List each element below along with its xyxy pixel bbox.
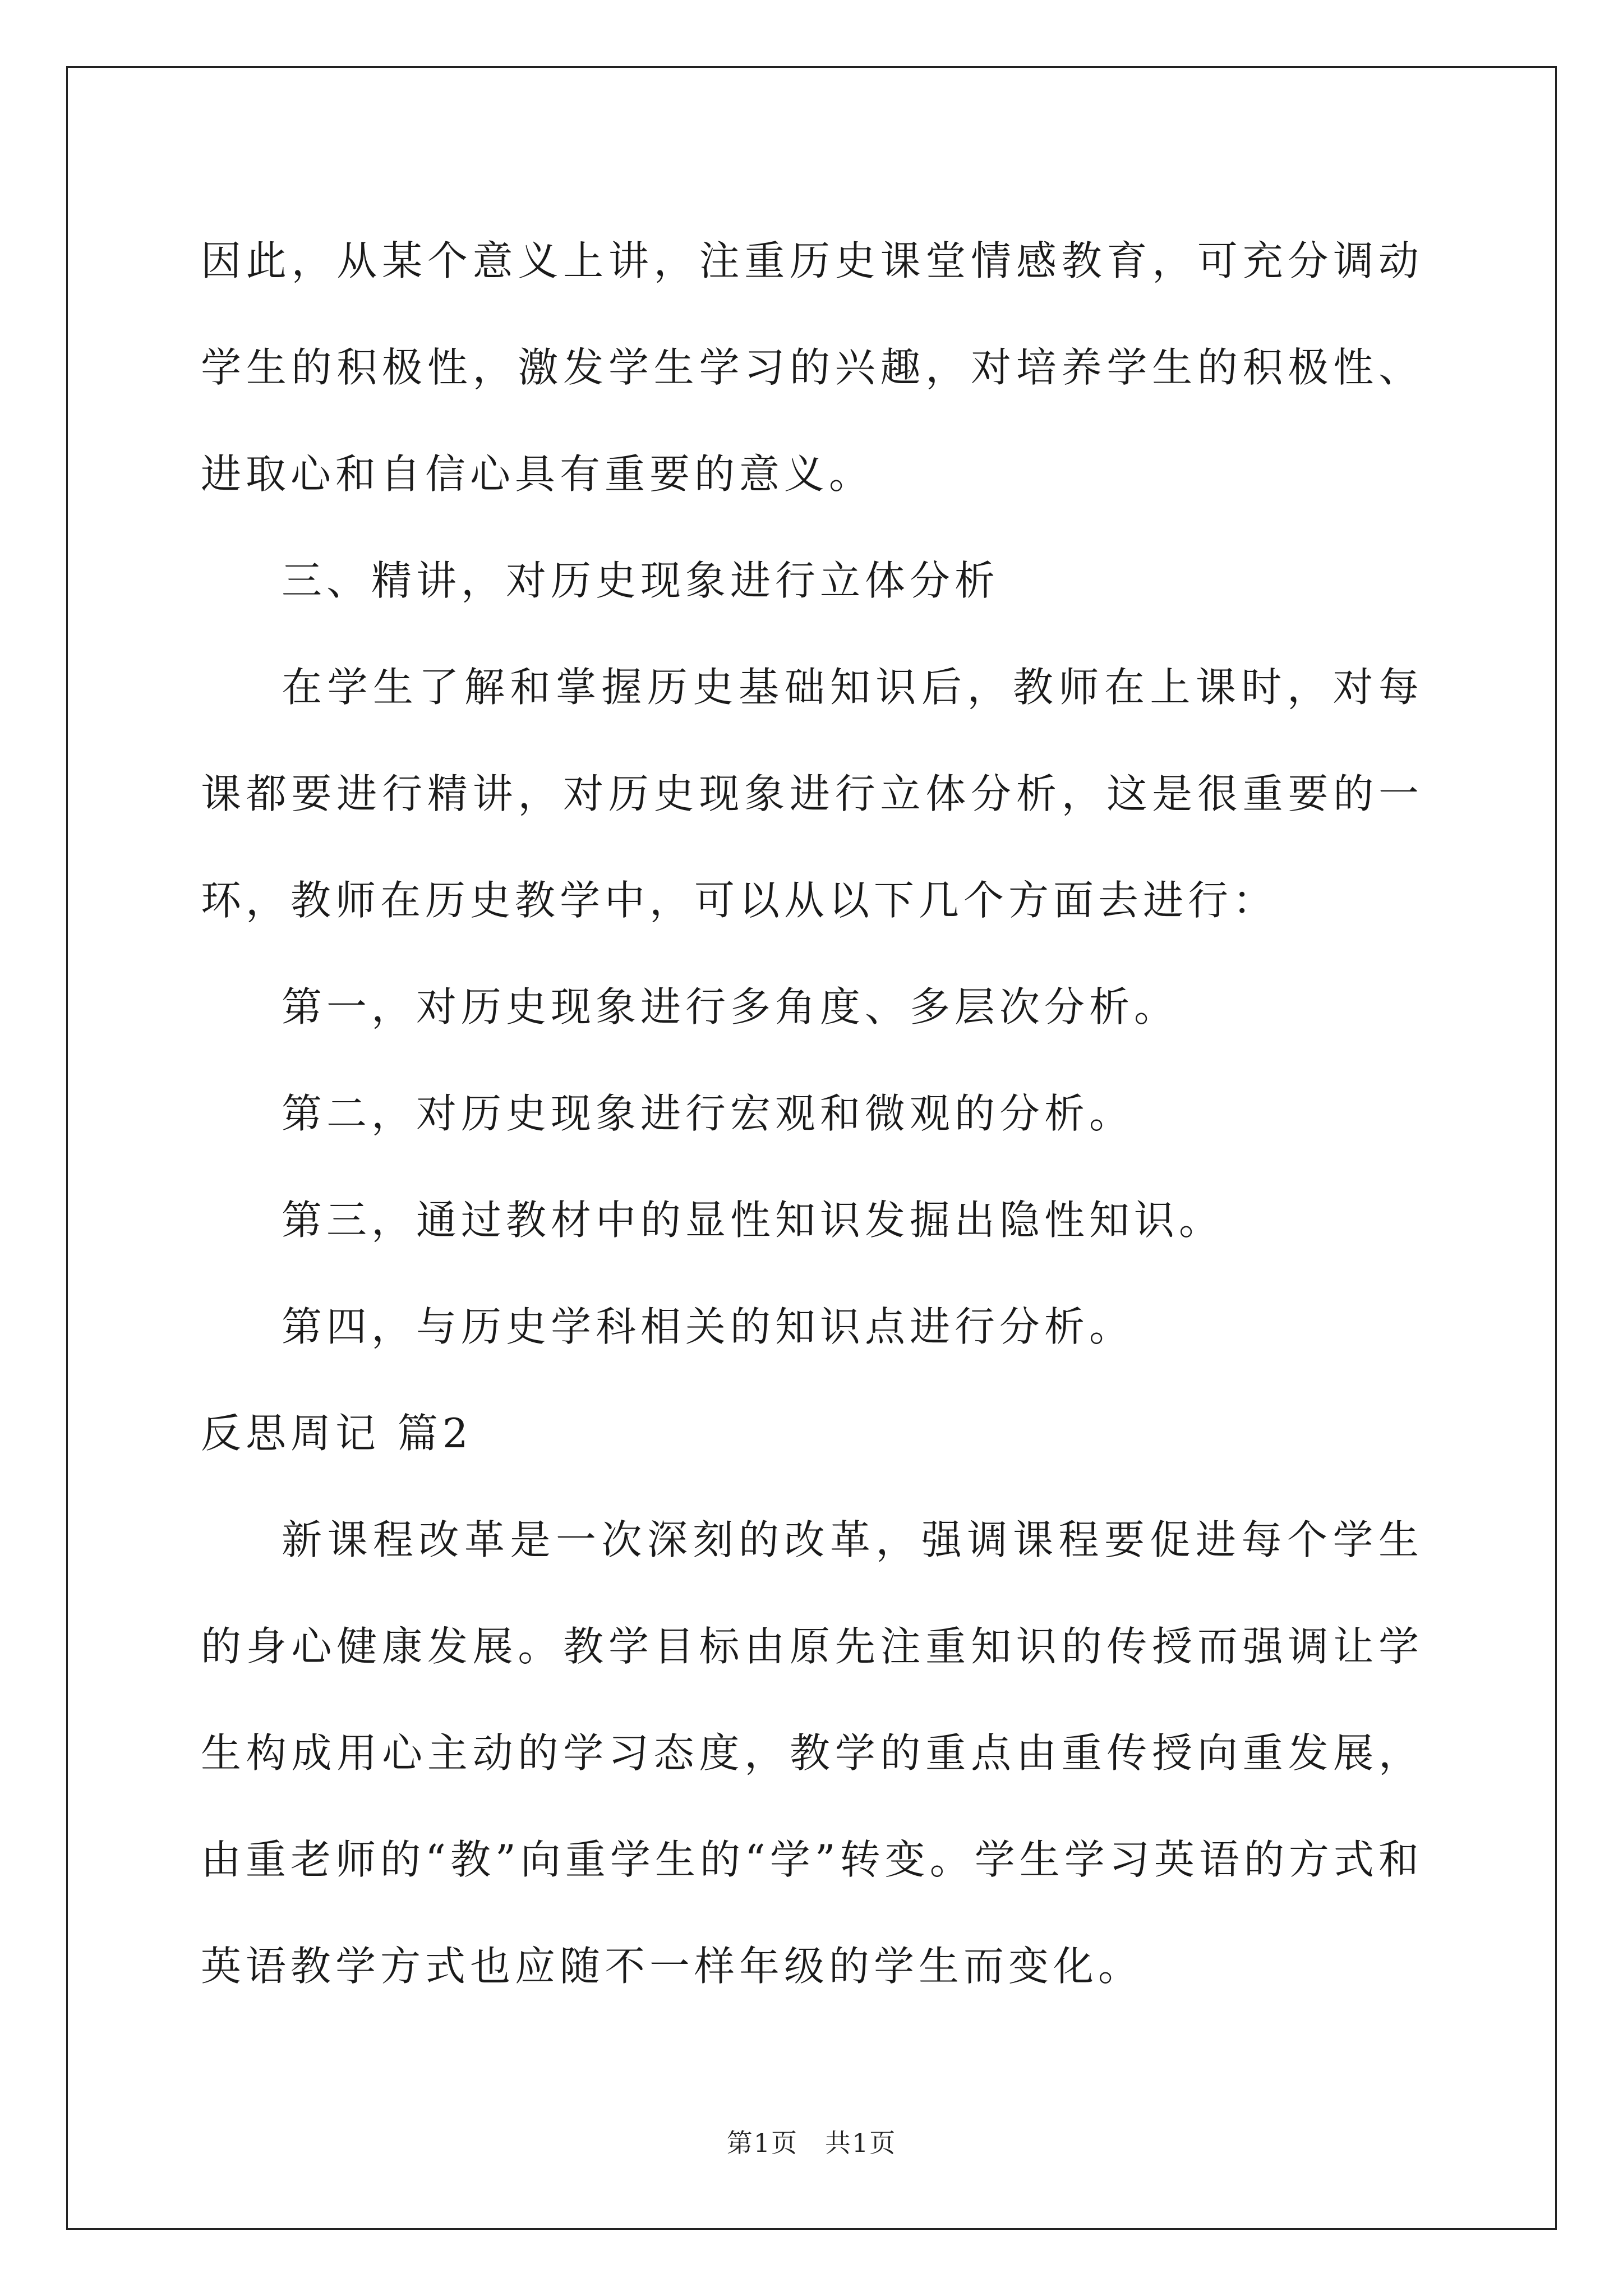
paragraph-6: 第三，通过教材中的显性知识发掘出隐性知识。 [282, 1197, 1224, 1244]
page-number: 第1页 共1页 [726, 2128, 897, 2158]
section-heading: 反思周记 篇2 [201, 1410, 473, 1457]
paragraph-5: 第二，对历史现象进行宏观和微观的分析。 [282, 1090, 1135, 1137]
paragraph-4: 第一，对历史现象进行多角度、多层次分析。 [282, 983, 1179, 1030]
paragraph-1: 因此，从某个意义上讲，注重历史课堂情感教育，可充分调动学生的积极性，激发学生学习的兴趣，对培养学生的积极性、进取心和自信心具有重要的意义。 [201, 237, 1423, 498]
paragraph-3: 在学生了解和掌握历史基础知识后，教师在上课时，对每课都要进行精讲，对历史现象进行立体分析，这是很重要的一环，教师在历史教学中，可以从以下几个方面去进行： [201, 664, 1423, 924]
paragraph-7: 第四，与历史学科相关的知识点进行分析。 [282, 1303, 1135, 1350]
document-body [201, 208, 1423, 2019]
paragraph-2: 三、精讲，对历史现象进行立体分析 [282, 557, 1000, 604]
paragraph-8: 新课程改革是一次深刻的改革，强调课程要促进每个学生的身心健康发展。教学目标由原先注重知识的传授而强调让学生构成用心主动的学习态度，教学的重点由重传授向重发展，由重老师的“教”向重学生的“学”转变。学生学习英语的方式和英语教学方式也应随不一样年级的学生而变化。 [201, 1516, 1423, 1990]
